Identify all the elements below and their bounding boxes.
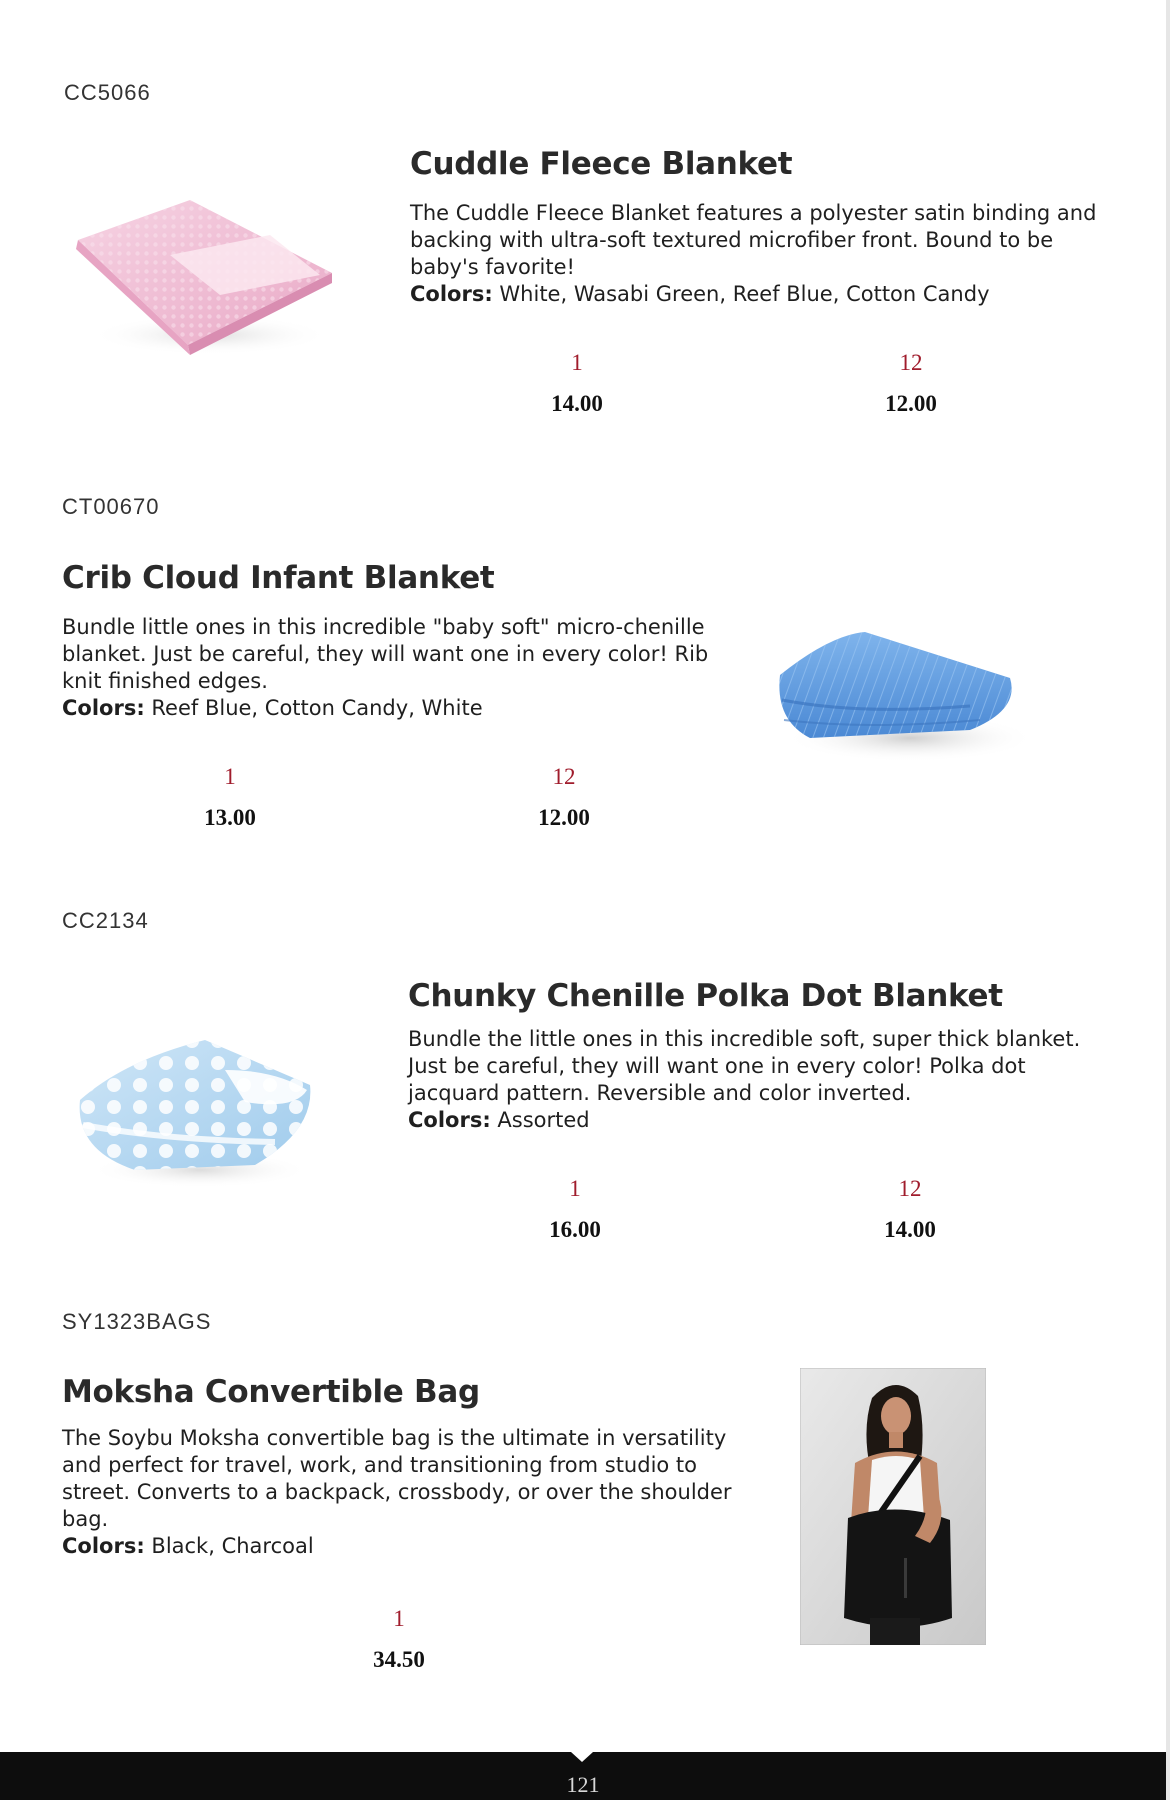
qty-tier-1: 1 xyxy=(224,764,236,789)
page-edge xyxy=(1166,0,1170,1800)
description-text: Bundle little ones in this incredible "baby soft" micro-chenille blanket. Just be careful, they will want one in every color! Rib knit finished edges. xyxy=(62,615,709,693)
price-tier-1: 16.00 xyxy=(549,1217,601,1242)
footer-notch-arrow xyxy=(571,1752,593,1762)
colors-label: Colors: xyxy=(410,282,493,306)
product-title: Moksha Convertible Bag xyxy=(62,1374,480,1410)
price-tier-1: 34.50 xyxy=(373,1647,425,1672)
colors-label: Colors: xyxy=(62,696,145,720)
product-title: Cuddle Fleece Blanket xyxy=(410,146,793,182)
description-text: The Cuddle Fleece Blanket features a polyester satin binding and backing with ultra-soft textured microfiber front. Bound to be baby's favorite! xyxy=(410,201,1097,279)
product-code: CT00670 xyxy=(62,494,160,519)
colors-label: Colors: xyxy=(62,1534,145,1558)
product-code: CC2134 xyxy=(62,908,149,933)
description-text: Bundle the little ones in this incredible soft, super thick blanket. Just be careful, they will want one in every color! Polka dot jacquard pattern. Reversible and color inverted. xyxy=(408,1027,1081,1105)
product-description xyxy=(62,614,742,722)
qty-tier-1: 1 xyxy=(393,1606,405,1631)
qty-tier-12: 12 xyxy=(898,1176,922,1201)
model-with-bag-photo xyxy=(800,1368,986,1645)
price-tier-12: 12.00 xyxy=(538,805,590,830)
qty-tier-1: 1 xyxy=(571,350,583,375)
product-title: Chunky Chenille Polka Dot Blanket xyxy=(408,978,1003,1014)
product-description xyxy=(408,1026,1108,1134)
colors-value: Black, Charcoal xyxy=(151,1534,314,1558)
product-title: Crib Cloud Infant Blanket xyxy=(62,560,495,596)
qty-tier-12: 12 xyxy=(899,350,923,375)
qty-tier-1: 1 xyxy=(569,1176,581,1201)
product-code: SY1323BAGS xyxy=(62,1309,212,1334)
blue-chenille-blanket-image xyxy=(770,620,1035,770)
colors-value: Assorted xyxy=(497,1108,590,1132)
colors-label: Colors: xyxy=(408,1108,491,1132)
colors-value: White, Wasabi Green, Reef Blue, Cotton Candy xyxy=(499,282,990,306)
polka-dot-blanket-image xyxy=(75,1030,320,1190)
price-tier-12: 12.00 xyxy=(885,391,937,416)
colors-value: Reef Blue, Cotton Candy, White xyxy=(151,696,483,720)
product-description xyxy=(410,200,1100,308)
description-text: The Soybu Moksha convertible bag is the ultimate in versatility and perfect for travel, work, and transitioning from studio to street. Converts to a backpack, crossbody, or over the shoulder bag. xyxy=(62,1426,732,1531)
qty-tier-12: 12 xyxy=(552,764,576,789)
product-code: CC5066 xyxy=(64,80,151,105)
page-number: 121 xyxy=(566,1772,600,1797)
price-tier-1: 13.00 xyxy=(204,805,256,830)
pink-fleece-blanket-image xyxy=(70,195,340,360)
product-description xyxy=(62,1425,752,1560)
page-footer xyxy=(0,1752,1166,1800)
price-tier-1: 14.00 xyxy=(551,391,603,416)
price-tier-12: 14.00 xyxy=(884,1217,936,1242)
